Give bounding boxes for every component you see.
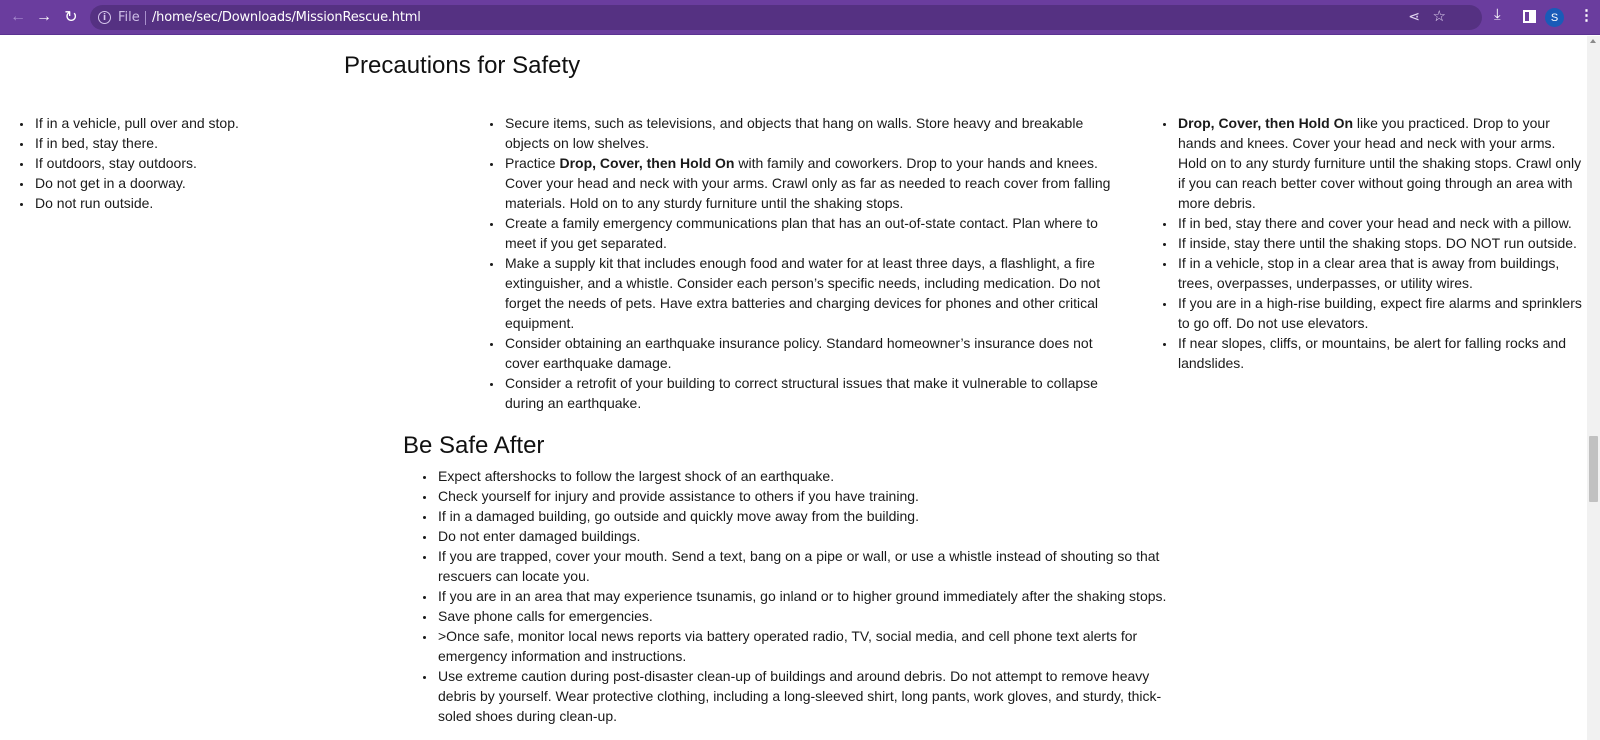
be-safe-after-heading: Be Safe After <box>403 432 545 459</box>
list-item: • Practice Drop, Cover, then Hold On with family and coworkers. Drop to your hands and knees. Cover your head and neck with your arms. Crawl only as far as needed to reach cover from falling materials. Hold on to any sturdy furniture until the shaking stops. <box>503 153 1115 213</box>
list-item: • If in bed, stay there and cover your head and neck with a pillow. <box>1176 213 1586 233</box>
list-item: • If in bed, stay there. <box>33 133 333 153</box>
browser-toolbar <box>0 0 1600 35</box>
vertical-scrollbar[interactable] <box>1587 36 1600 740</box>
scrollbar-thumb[interactable] <box>1589 436 1598 502</box>
profile-initial: S <box>1550 11 1559 24</box>
precautions-middle-list <box>503 113 1115 413</box>
share-icon[interactable]: ⋖ <box>1408 8 1420 24</box>
download-icon[interactable]: ⤓ <box>1494 6 1501 23</box>
list-item: • Consider a retrofit of your building to correct structural issues that make it vulnerable to collapse during an earthquake. <box>503 373 1115 413</box>
list-item: • Drop, Cover, then Hold On like you practiced. Drop to your hands and knees. Cover your head and neck with your arms. Hold on to any sturdy furniture until the shaking stops. Crawl only if you can reach better cover without going through an area with more debris. <box>1176 113 1586 213</box>
list-item: • If in a damaged building, go outside and quickly move away from the building. <box>436 506 1186 526</box>
url-scheme-label: File <box>118 10 140 25</box>
emphasis-text: Drop, Cover, then Hold On <box>559 155 735 171</box>
list-item: • Expect aftershocks to follow the largest shock of an earthquake. <box>436 466 1186 486</box>
list-item: • If outdoors, stay outdoors. <box>33 153 333 173</box>
page-content <box>0 36 1587 740</box>
bookmark-star-icon[interactable]: ☆ <box>1432 8 1446 25</box>
more-menu-icon[interactable]: ⋮ <box>1579 7 1594 24</box>
list-item: • >Once safe, monitor local news reports via battery operated radio, TV, social media, and cell phone text alerts for emergency information and instructions. <box>436 626 1186 666</box>
back-button[interactable] <box>7 6 29 28</box>
arrow-right-icon: → <box>36 8 52 25</box>
emphasis-text: Drop, Cover, then Hold On <box>1178 115 1354 131</box>
list-item: • Check yourself for injury and provide assistance to others if you have training. <box>436 486 1186 506</box>
list-item: • Use extreme caution during post-disaster clean-up of buildings and around debris. Do not attempt to remove heavy debris by yourself. Wear protective clothing, including a long-sleeved shirt, long pants, work gloves, and sturdy, thick-soled shoes during clean-up. <box>436 666 1186 726</box>
url-text[interactable]: /home/sec/Downloads/MissionRescue.html <box>152 10 421 25</box>
forward-button[interactable] <box>33 6 55 28</box>
reload-button[interactable] <box>60 6 82 28</box>
side-panel-icon[interactable] <box>1523 10 1536 23</box>
list-item: • If you are trapped, cover your mouth. Send a text, bang on a pipe or wall, or use a whistle instead of shouting so that rescuers can locate you. <box>436 546 1186 586</box>
list-item: • If you are in an area that may experience tsunamis, go inland or to higher ground immediately after the shaking stops. <box>436 586 1186 606</box>
list-item: • Create a family emergency communications plan that has an out-of-state contact. Plan where to meet if you get separated. <box>503 213 1115 253</box>
precautions-left-list <box>33 113 333 213</box>
list-item: • Do not enter damaged buildings. <box>436 526 1186 546</box>
list-item: • Consider obtaining an earthquake insurance policy. Standard homeowner’s insurance does not cover earthquake damage. <box>503 333 1115 373</box>
precautions-right-list <box>1176 113 1586 373</box>
list-item: • Secure items, such as televisions, and objects that hang on walls. Store heavy and breakable objects on low shelves. <box>503 113 1115 153</box>
list-item: • Save phone calls for emergencies. <box>436 606 1186 626</box>
be-safe-after-list <box>436 466 1186 726</box>
precautions-heading: Precautions for Safety <box>344 52 581 79</box>
scroll-up-arrow-icon[interactable] <box>1590 39 1596 43</box>
list-item: • If you are in a high-rise building, expect fire alarms and sprinklers to go off. Do not use elevators. <box>1176 293 1586 333</box>
list-item: • If in a vehicle, pull over and stop. <box>33 113 333 133</box>
arrow-left-icon: ← <box>10 8 26 25</box>
reload-icon: ↻ <box>64 9 78 26</box>
profile-avatar[interactable] <box>1545 8 1564 27</box>
list-item: • Do not get in a doorway. <box>33 173 333 193</box>
address-bar[interactable] <box>90 5 1482 30</box>
list-item: • If in a vehicle, stop in a clear area that is away from buildings, trees, overpasses, underpasses, or utility wires. <box>1176 253 1586 293</box>
info-icon[interactable]: i <box>98 11 111 24</box>
list-item: • Do not run outside. <box>33 193 333 213</box>
list-item: • If inside, stay there until the shaking stops. DO NOT run outside. <box>1176 233 1586 253</box>
url-separator <box>145 11 146 25</box>
list-item: • Make a supply kit that includes enough food and water for at least three days, a flashlight, a fire extinguisher, and a whistle. Consider each person’s specific needs, including medication. Do not forget the needs of pets. Have extra batteries and charging devices for phones and other critical equipment. <box>503 253 1115 333</box>
list-item: • If near slopes, cliffs, or mountains, be alert for falling rocks and landslides. <box>1176 333 1586 373</box>
